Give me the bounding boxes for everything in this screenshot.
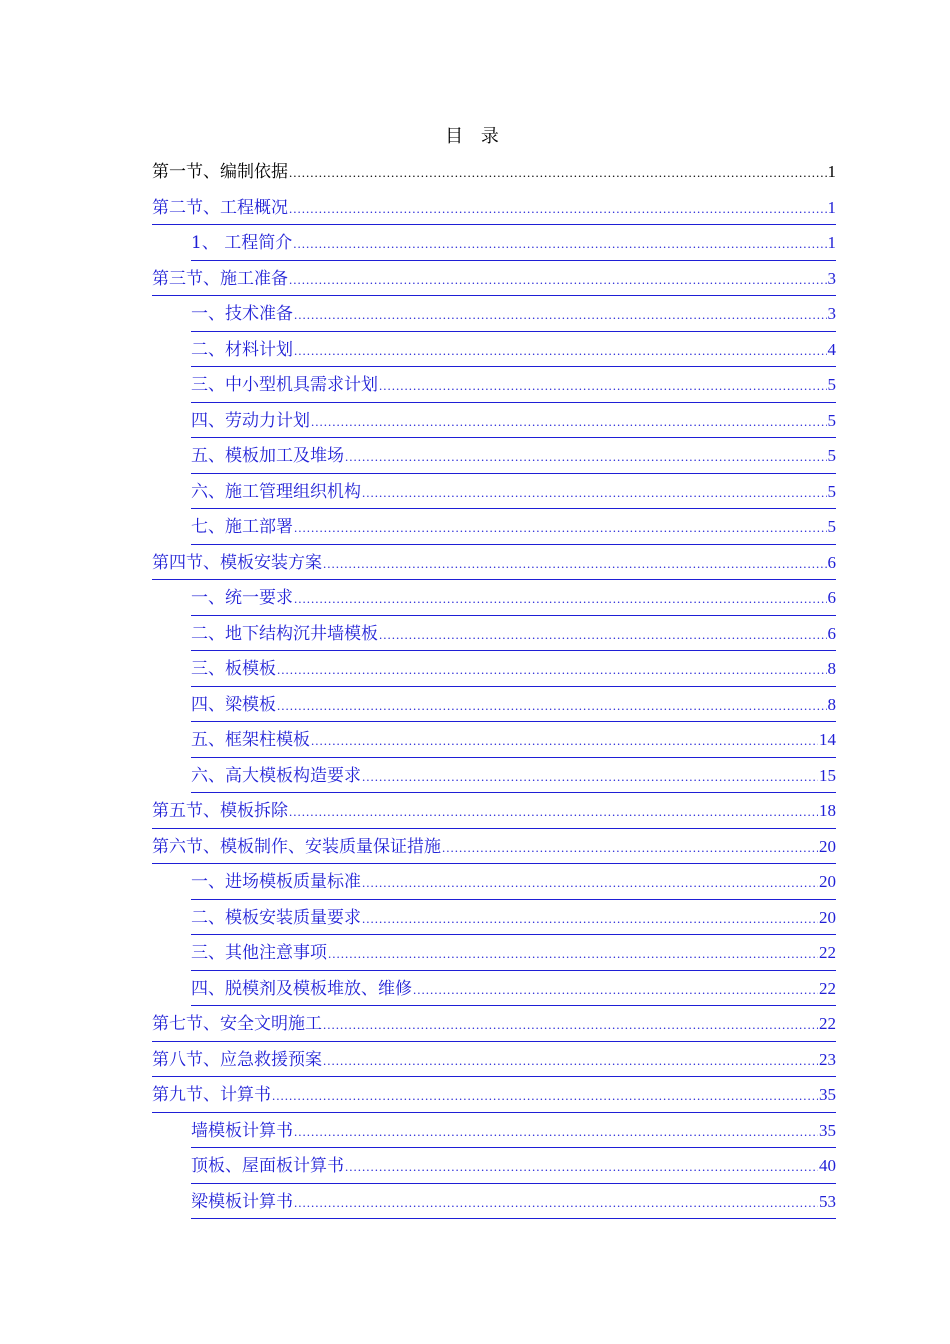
toc-entry[interactable] [191,474,836,510]
toc-entry-page-number: 5 [827,410,836,430]
toc-entry[interactable] [191,935,836,971]
toc-entry-page-number: 3 [827,268,836,288]
toc-entry[interactable] [152,545,836,581]
toc-entry[interactable] [191,1184,836,1220]
toc-entry-label: 梁模板计算书 [191,1191,293,1212]
toc-entry[interactable] [191,332,836,368]
toc-entry-page-number: 35 [819,1085,836,1104]
toc-entry[interactable] [152,190,836,226]
toc-entry-page-number: 14 [819,730,836,749]
toc-entry-page-number: 1 [827,197,836,217]
toc-entry[interactable] [191,1148,836,1184]
toc-entry[interactable] [191,367,836,403]
toc-entry-page-number: 20 [819,907,836,927]
toc-leader-dots [294,297,827,333]
toc-leader-dots [277,688,827,724]
toc-entry[interactable] [191,438,836,474]
toc-entry-label: 二、模板安装质量要求 [191,907,361,928]
toc-entry-label: 四、脱模剂及模板堆放、维修 [191,978,412,999]
toc-entry-label: 七、施工部署 [191,517,293,537]
toc-entry-label: 三、其他注意事项 [191,943,327,963]
toc-entry-page-number: 3 [827,304,836,323]
toc-leader-dots [379,617,827,653]
toc-entry-page-number: 5 [827,446,836,465]
toc-entry-label: 一、统一要求 [191,588,293,608]
toc-entry-page-number: 18 [819,801,836,820]
toc-entry-page-number: 6 [827,623,836,643]
toc-entry-page-number: 5 [827,517,836,536]
toc-entry[interactable] [191,687,836,723]
toc-entry-page-number: 40 [819,1156,836,1175]
toc-leader-dots [311,723,818,759]
toc-entry-label: 一、技术准备 [191,304,293,324]
toc-entry[interactable] [191,580,836,616]
toc-entry-label: 二、地下结构沉井墙模板 [191,623,378,644]
toc-entry-label: 第四节、模板安装方案 [152,552,322,573]
toc-leader-dots [294,1114,818,1150]
toc-leader-dots [323,1043,818,1079]
toc-entry-label: 三、板模板 [191,659,276,679]
toc-entry-label: 五、框架柱模板 [191,730,310,750]
toc-entry-page-number: 20 [819,836,836,856]
toc-entry-page-number: 53 [819,1191,836,1211]
toc-leader-dots [272,1078,818,1114]
toc-leader-dots [294,510,827,546]
toc-entry-page-number: 6 [827,588,836,607]
toc-entry-label: 四、梁模板 [191,694,276,715]
toc-entry[interactable] [191,651,836,687]
toc-entry-label: 第三节、施工准备 [152,268,288,289]
toc-leader-dots [362,901,818,937]
toc-leader-dots [289,262,827,298]
toc-leader-dots [379,368,827,404]
toc-entry-page-number: 15 [819,765,836,785]
toc-entry-label: 第一节、编制依据 [152,162,288,182]
toc-leader-dots [362,475,827,511]
toc-leader-dots [362,865,818,901]
toc-entry[interactable] [191,403,836,439]
toc-entry-page-number: 20 [819,872,836,891]
toc-leader-dots [294,1185,818,1221]
toc-leader-dots [442,830,818,866]
toc-entry[interactable] [191,900,836,936]
toc-entry-label: 五、模板加工及堆场 [191,446,344,466]
toc-entry[interactable] [191,296,836,332]
toc-entry-label: 第六节、模板制作、安装质量保证措施 [152,836,441,857]
toc-entry-label: 第二节、工程概况 [152,197,288,218]
toc-list [152,154,836,1219]
toc-leader-dots [294,333,827,369]
toc-leader-dots [362,759,818,795]
toc-entry-label: 二、材料计划 [191,339,293,360]
toc-leader-dots [289,794,818,830]
toc-entry-label: 六、高大模板构造要求 [191,765,361,786]
toc-entry[interactable] [152,829,836,865]
toc-entry[interactable] [191,864,836,900]
toc-entry[interactable] [152,1077,836,1113]
toc-entry-page-number: 8 [827,694,836,714]
toc-entry[interactable] [152,1006,836,1042]
toc-entry-page-number: 6 [827,552,836,572]
toc-entry-label: 六、施工管理组织机构 [191,481,361,502]
toc-entry-label: 顶板、屋面板计算书 [191,1156,344,1176]
toc-entry-label: 第八节、应急救援预案 [152,1049,322,1070]
toc-entry[interactable] [191,971,836,1007]
toc-title: 目 录 [445,126,505,147]
toc-leader-dots [345,439,827,475]
toc-entry-page-number: 5 [827,481,836,501]
toc-entry-page-number: 4 [827,339,836,359]
toc-entry-page-number: 22 [819,978,836,998]
toc-entry-page-number: 1 [827,233,836,252]
toc-entry-page-number: 22 [819,943,836,962]
toc-leader-dots [311,404,827,440]
toc-leader-dots [293,226,826,262]
toc-entry [152,154,836,190]
toc-entry-page-number: 35 [819,1120,836,1140]
toc-entry-page-number: 8 [827,659,836,678]
toc-entry-label: 四、劳动力计划 [191,410,310,431]
toc-entry[interactable] [191,758,836,794]
toc-entry[interactable] [191,1113,836,1149]
toc-entry[interactable] [191,509,836,545]
toc-entry[interactable] [152,261,836,297]
toc-entry-page-number: 23 [819,1049,836,1069]
toc-entry-page-number: 1 [827,162,836,181]
toc-entry[interactable] [152,1042,836,1078]
toc-leader-dots [289,155,827,191]
toc-leader-dots [323,1007,818,1043]
toc-leader-dots [413,972,818,1008]
toc-entry[interactable] [152,793,836,829]
toc-leader-dots [294,581,827,617]
toc-leader-dots [289,191,827,227]
toc-entry-label: 一、进场模板质量标准 [191,872,361,892]
toc-entry-page-number: 22 [819,1014,836,1033]
toc-entry-label: 第七节、安全文明施工 [152,1014,322,1034]
toc-entry-label: 墙模板计算书 [191,1120,293,1141]
toc-entry-label: 1、 工程简介 [191,233,293,253]
toc-entry-label: 第九节、计算书 [152,1085,271,1105]
toc-entry[interactable] [191,616,836,652]
toc-leader-dots [345,1149,818,1185]
toc-entry-label: 第五节、模板拆除 [152,801,288,821]
toc-entry-label: 三、中小型机具需求计划 [191,375,378,395]
toc-entry[interactable] [191,722,836,758]
toc-entry[interactable] [191,225,836,261]
toc-leader-dots [277,652,827,688]
toc-leader-dots [323,546,827,582]
toc-entry-page-number: 5 [827,375,836,394]
toc-leader-dots [328,936,818,972]
